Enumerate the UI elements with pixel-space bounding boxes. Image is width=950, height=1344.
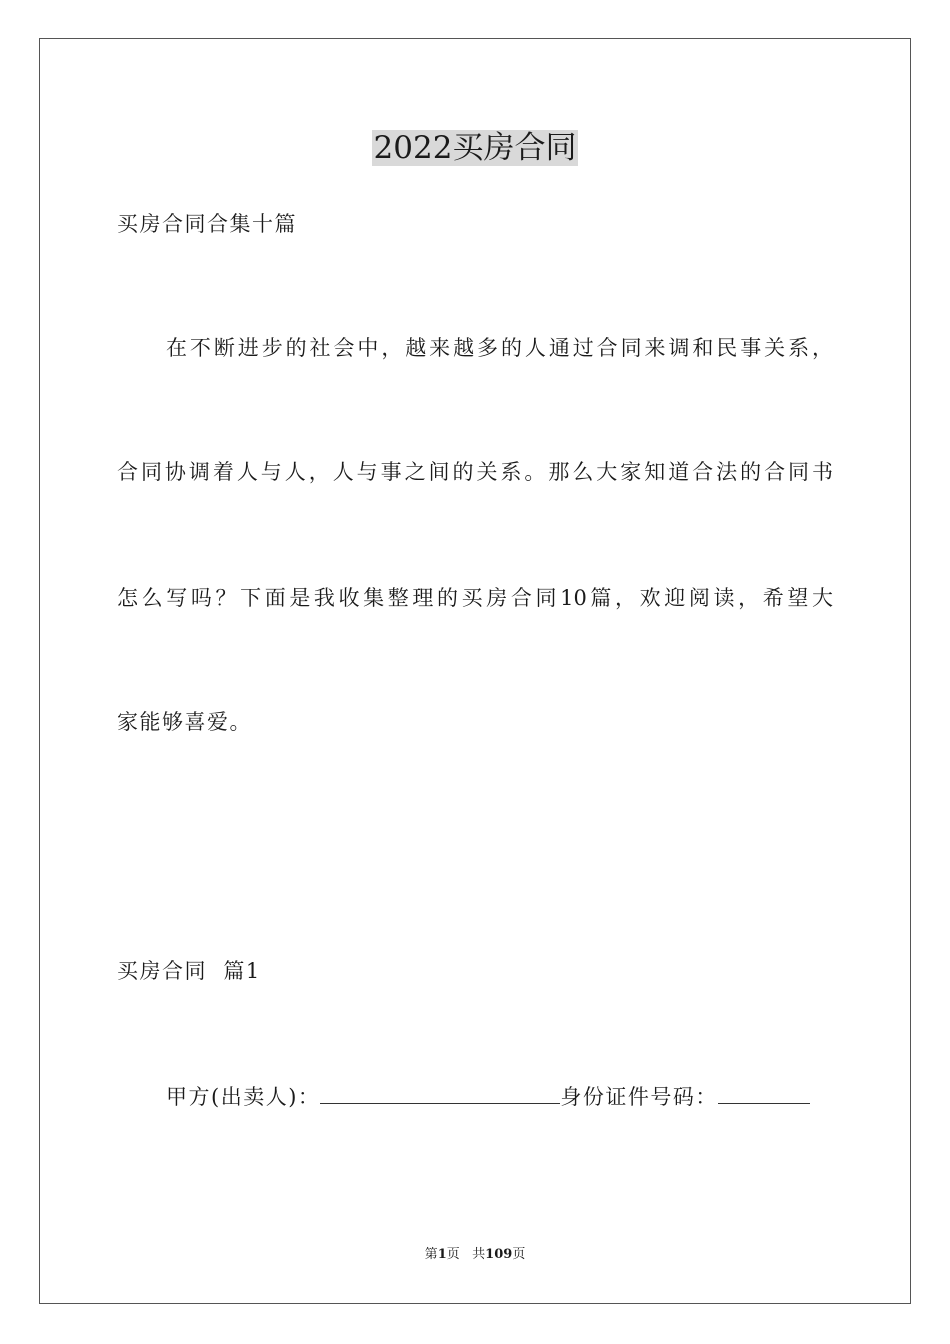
- document-title-text: 2022买房合同: [373, 130, 577, 166]
- id-number-blank[interactable]: [718, 1081, 810, 1104]
- footer-total-suffix: 页: [512, 1247, 526, 1262]
- footer-total-pages: 109: [485, 1247, 513, 1262]
- intro-line-4: 家能够喜爱。: [117, 710, 252, 734]
- intro-line-2: 合同协调着人与人，人与事之间的关系。那么大家知道合法的合同书: [117, 460, 833, 484]
- section-heading: 买房合同 篇1: [117, 959, 261, 983]
- seller-name-blank[interactable]: [320, 1081, 560, 1104]
- footer-page-prefix: 第: [424, 1247, 438, 1262]
- intro-line-3: 怎么写吗？下面是我收集整理的买房合同10篇，欢迎阅读，希望大: [117, 586, 833, 610]
- footer-page-number: 1: [437, 1247, 447, 1262]
- seller-label: 甲方(出卖人)：: [166, 1085, 321, 1109]
- footer-page-suffix: 页: [446, 1247, 460, 1262]
- document-subtitle: 买房合同合集十篇: [117, 212, 297, 236]
- party-line: [166, 1081, 810, 1112]
- document-title: [0, 128, 950, 168]
- page-footer: [0, 1246, 950, 1264]
- footer-total-prefix: 共: [472, 1247, 486, 1262]
- intro-line-1: 在不断进步的社会中，越来越多的人通过合同来调和民事关系，: [166, 336, 833, 360]
- id-number-label: 身份证件号码：: [560, 1085, 718, 1109]
